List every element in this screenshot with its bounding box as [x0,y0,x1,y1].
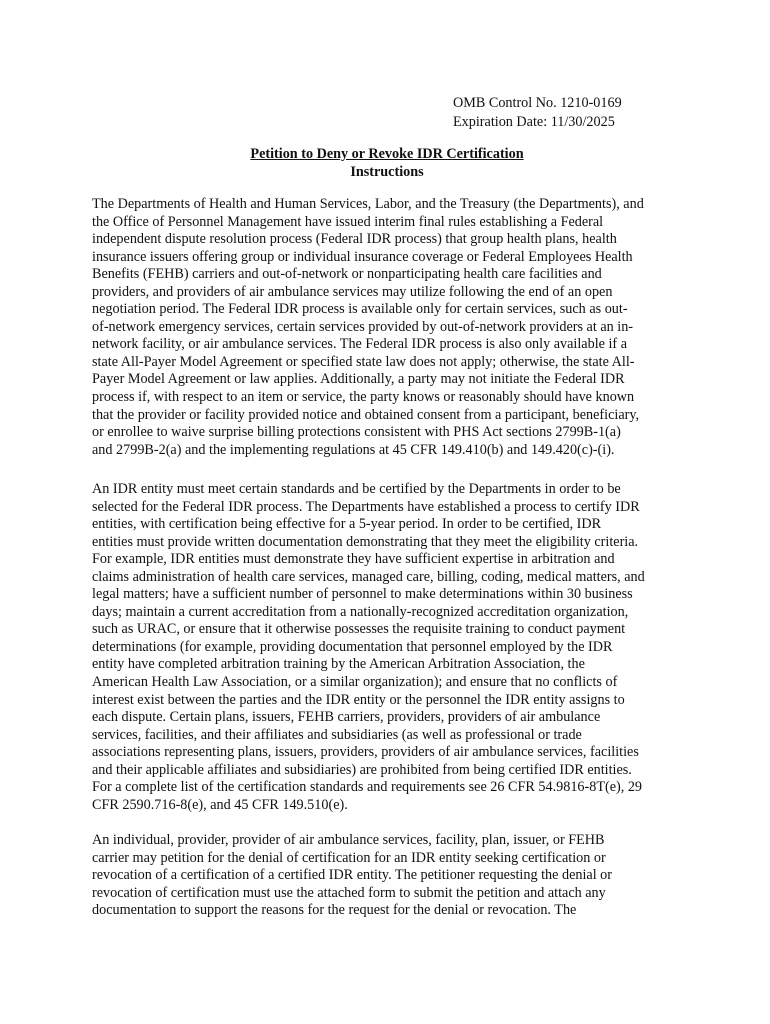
paragraph-line: insurance issuers offering group or individual insurance coverage or Federal Employees Health [92,248,633,265]
paragraph-line: determinations (for example, providing documentation that personnel employed by the IDR [92,638,613,655]
paragraph-3 [92,832,682,920]
paragraph-line: of-network emergency services, certain services provided by out-of-network providers at an in- [92,318,634,335]
paragraph-line: or enrollee to waive surprise billing protections consistent with PHS Act sections 2799B-1(a) [92,424,621,441]
paragraph-line: legal matters; have a sufficient number of personnel to make determinations within 30 business [92,586,633,603]
paragraph-line: associations representing plans, issuers, providers, providers of air ambulance services, facilities [92,744,639,761]
paragraph-line: entities, with certification being effective for a 5-year period. In order to be certified, IDR [92,516,602,533]
paragraph-line: revocation of a certification of a certified IDR entity. The petitioner requesting the denial or [92,867,613,884]
paragraph-line: interest exist between the parties and the IDR entity or the personnel the IDR entity assigns to [92,691,625,708]
paragraph-line: state All-Payer Model Agreement or specified state law does not apply; otherwise, the state All- [92,353,635,370]
paragraph-line: entity have completed arbitration training by the American Arbitration Association, the [92,656,585,673]
paragraph-1 [92,196,682,459]
paragraph-line: services, facilities, and their affiliates and subsidiaries (as well as professional or trade [92,726,582,743]
paragraph-line: carrier may petition for the denial of certification for an IDR entity seeking certification or [92,849,606,866]
paragraph-line: and 2799B-2(a) and the implementing regulations at 45 CFR 149.410(b) and 149.420(c)-(i). [92,441,615,458]
title-main: Petition to Deny or Revoke IDR Certification [250,146,524,162]
paragraph-line: For example, IDR entities must demonstrate they have sufficient expertise in arbitration and [92,551,615,568]
paragraph-line: For a complete list of the certification standards and requirements see 26 CFR 54.9816-8T(e), 29 [92,779,643,796]
paragraph-line: CFR 2590.716-8(e), and 45 CFR 149.510(e). [92,796,348,813]
document-title [92,146,682,181]
paragraph-line: each dispute. Certain plans, issuers, FEHB carriers, providers, providers of air ambulance [92,709,601,726]
paragraph-line: claims administration of health care services, managed care, billing, coding, medical matters, and [92,568,645,585]
paragraph-line: days; maintain a current accreditation from a nationally-recognized accreditation organization, [92,603,629,620]
paragraph-line: the Office of Personnel Management have issued interim final rules establishing a Federal [92,213,604,230]
title-sub: Instructions [350,163,424,180]
paragraph-line: Payer Model Agreement or law applies. Additionally, a party may not initiate the Federal IDR [92,371,625,388]
paragraph-line: process if, with respect to an item or service, the party knows or reasonably should have known [92,389,635,406]
paragraph-line: selected for the Federal IDR process. The Departments have established a process to certify IDR [92,498,640,515]
paragraph-line: The Departments of Health and Human Services, Labor, and the Treasury (the Departments), and [92,196,644,212]
paragraph-line: Benefits (FEHB) carriers and out-of-network or nonparticipating health care facilities and [92,266,602,283]
paragraph-line: An IDR entity must meet certain standards and be certified by the Departments in order to be [92,481,621,497]
paragraph-line: American Health Law Association, or a similar organization); and ensure that no conflicts of [92,674,618,691]
expiration-date: Expiration Date: 11/30/2025 [453,113,615,130]
omb-header [453,94,622,131]
paragraph-line: and their applicable affiliates and subsidiaries) are prohibited from being certified IDR entities. [92,761,632,778]
paragraph-line: that the provider or facility provided notice and obtained consent from a participant, beneficiary, [92,406,640,423]
paragraph-line: such as URAC, or ensure that it otherwise possesses the requisite training to conduct payment [92,621,626,638]
paragraph-line: entities must provide written documentation demonstrating that they meet the eligibility criteria. [92,533,639,550]
paragraph-2 [92,481,682,814]
omb-control-number: OMB Control No. 1210-0169 [453,95,622,111]
paragraph-line: providers, and providers of air ambulance services may utilize following the end of an open [92,283,613,300]
paragraph-line: An individual, provider, provider of air ambulance services, facility, plan, issuer, or FEHB [92,832,605,848]
paragraph-line: documentation to support the reasons for the request for the denial or revocation. The [92,902,577,919]
paragraph-line: negotiation period. The Federal IDR process is available only for certain services, such as out- [92,301,628,318]
paragraph-line: independent dispute resolution process (Federal IDR process) that group health plans, health [92,231,617,248]
paragraph-line: revocation of certification must use the attached form to submit the petition and attach any [92,884,606,901]
paragraph-line: network facility, or air ambulance services. The Federal IDR process is also only available if a [92,336,627,353]
